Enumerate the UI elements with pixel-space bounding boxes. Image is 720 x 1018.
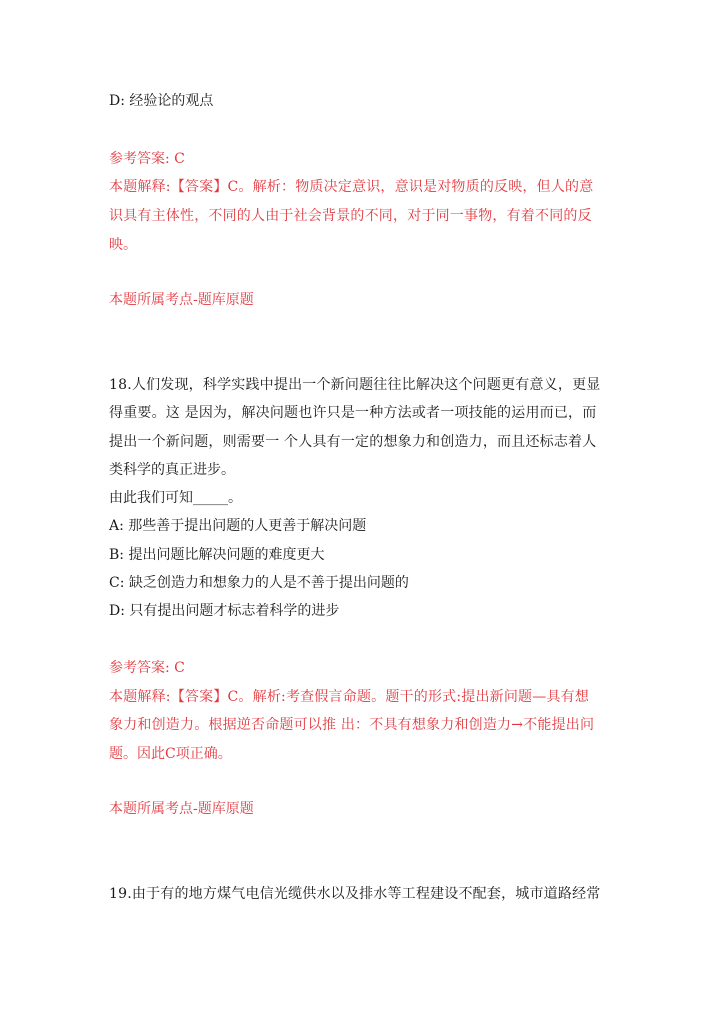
q18-explanation-line-2: 象力和创造力。根据逆否命题可以推 出：不具有想象力和创造力→不能提出问 <box>109 717 595 733</box>
q17-answer: 参考答案: C <box>109 151 185 167</box>
q17-option-d: D: 经验论的观点 <box>109 93 214 109</box>
q18-stem-line-3: 提出一个新问题，则需要一 个人具有一定的想象力和创造力，而且还标志着人 <box>109 434 597 450</box>
q18-stem-line-2: 得重要。这 是因为，解决问题也许只是一种方法或者一项技能的运用而已，而 <box>109 405 597 421</box>
q18-source: 本题所属考点-题库原题 <box>109 801 254 817</box>
q18-option-b: B: 提出问题比解决问题的难度更大 <box>109 547 325 563</box>
q18-option-a: A: 那些善于提出问题的人更善于解决问题 <box>109 518 367 534</box>
q18-explanation-line-1: 本题解释:【答案】C。解析:考查假言命题。题干的形式:提出新问题—具有想 <box>109 689 590 705</box>
q18-stem-line-4: 类科学的真正进步。 <box>109 462 235 478</box>
q17-source: 本题所属考点-题库原题 <box>109 292 254 308</box>
q18-option-d: D: 只有提出问题才标志着科学的进步 <box>109 603 340 619</box>
q17-explanation-line-2: 识具有主体性，不同的人由于社会背景的不同，对于同一事物，有着不同的反 <box>109 208 592 224</box>
q18-stem-line-5: 由此我们可知_____。 <box>109 490 242 506</box>
q18-explanation-line-3: 题。因此C项正确。 <box>109 746 232 762</box>
q17-explanation-line-3: 映。 <box>109 237 137 253</box>
q19-stem-line-1: 19.由于有的地方煤气电信光缆供水以及排水等工程建设不配套，城市道路经常 <box>109 886 601 902</box>
q18-option-c: C: 缺乏创造力和想象力的人是不善于提出问题的 <box>109 575 409 591</box>
q18-stem-line-1: 18.人们发现，科学实践中提出一个新问题往往比解决这个问题更有意义，更显 <box>109 377 601 393</box>
q18-answer: 参考答案: C <box>109 660 185 676</box>
q17-explanation-line-1: 本题解释:【答案】C。解析：物质决定意识，意识是对物质的反映，但人的意 <box>109 179 594 195</box>
